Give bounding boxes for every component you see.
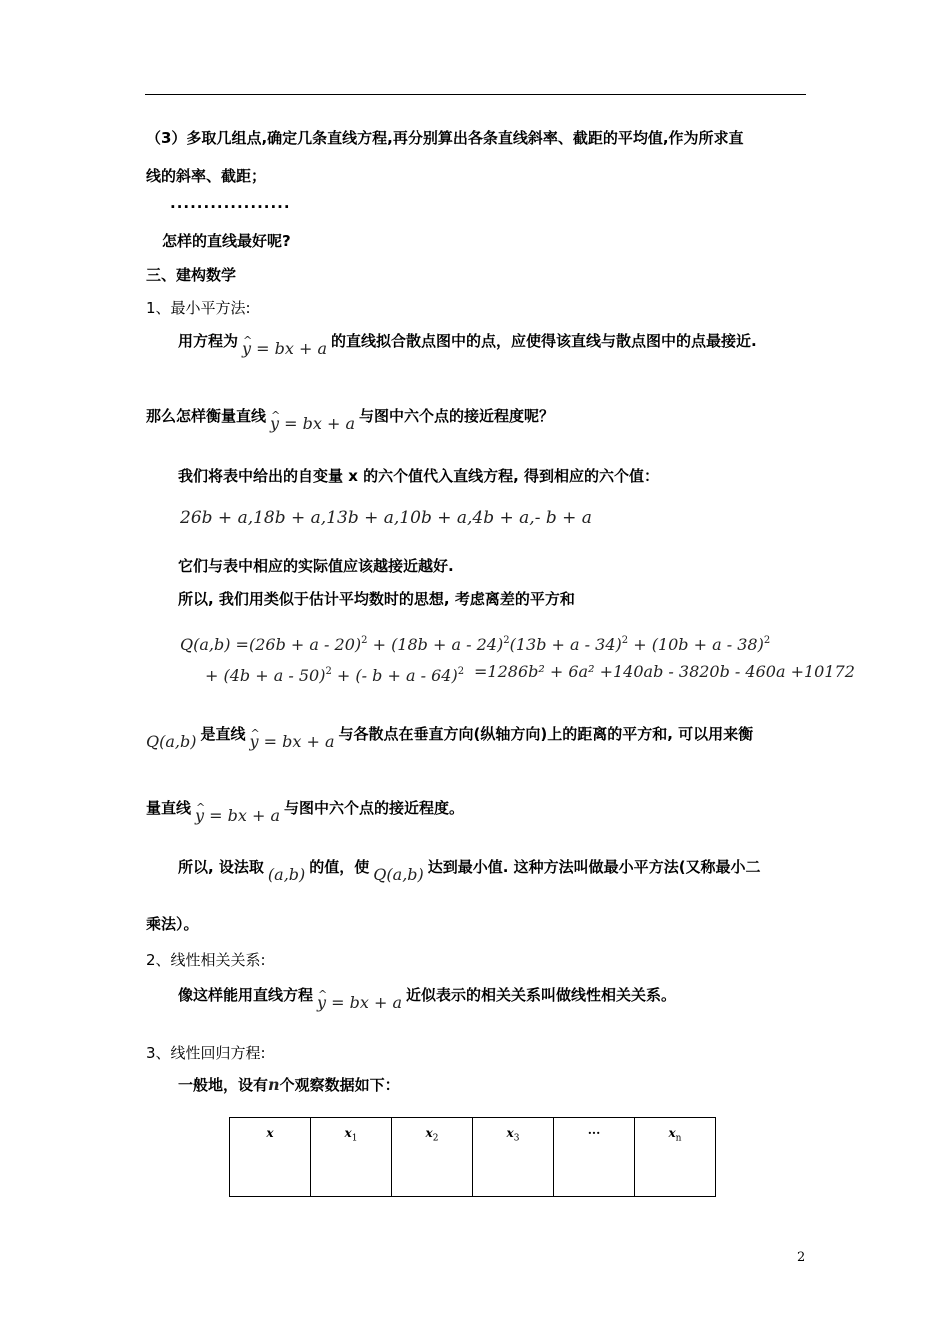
linear-correlation-line xyxy=(178,985,677,1012)
text-segment: 一般地，设有 xyxy=(178,1076,269,1094)
text-segment: 与图中六个点的接近程度。 xyxy=(284,799,465,817)
Q-expanded-result: =1286b² + 6a² +140ab - 3820b - 460a +10172 xyxy=(474,662,855,681)
text-segment: 量直线 xyxy=(146,799,192,817)
Q-formula-line-1 xyxy=(180,631,770,655)
exponent: 2 xyxy=(361,635,368,646)
text-segment: 像这样能用直线方程 xyxy=(178,986,314,1004)
closeness-line: 它们与表中相应的实际值应该越接近越好. xyxy=(178,557,454,575)
Q-term-5: + (4b + a - 50) xyxy=(205,666,326,685)
paragraph-3-line-1: （3）多取几组点,确定几条直线方程,再分别算出各条直线斜率、截距的平均值,作为所求直 xyxy=(146,129,744,147)
observation-line xyxy=(178,1075,400,1095)
Q-term-3: (13b + a - 34) xyxy=(509,635,622,654)
cell-sub: 2 xyxy=(432,1133,439,1144)
table-cell-x2 xyxy=(392,1118,473,1197)
text-segment: 与各散点在垂直方向(纵轴方向)上的距离的平方和, 可以用来衡 xyxy=(338,725,754,743)
squared-deviation-line: 所以, 我们用类似于估计平均数时的思想, 考虑离差的平方和 xyxy=(178,590,575,608)
Q-definition-line-1 xyxy=(146,724,754,751)
Q-term-2: + (18b + a - 24) xyxy=(372,635,504,654)
text-segment: 近似表示的相关关系叫做线性相关关系。 xyxy=(406,986,677,1004)
observation-table xyxy=(229,1117,716,1197)
exponent: 2 xyxy=(621,635,629,646)
text-segment: 与图中六个点的接近程度呢？ xyxy=(359,407,555,425)
header-rule xyxy=(145,94,806,95)
cell-var: x xyxy=(344,1126,352,1140)
n-symbol: n xyxy=(268,1075,280,1094)
exponent: 2 xyxy=(503,635,510,646)
Q-symbol: Q(a,b) xyxy=(373,865,424,884)
Q-lhs: Q(a,b) = xyxy=(180,635,249,654)
minimize-line-end: 乘法）。 xyxy=(146,915,199,933)
text-segment: 个观察数据如下： xyxy=(279,1076,400,1094)
subsection-1-heading: 1、最小平方法: xyxy=(146,299,251,317)
regression-equation: ^ y = bx + a xyxy=(317,993,402,1013)
exponent: 2 xyxy=(457,666,465,677)
text-segment: 的直线拟合散点图中的点，应使得该直线与散点图中的点最接近. xyxy=(331,332,757,350)
table-cell-xn xyxy=(635,1118,716,1197)
cell-var: x xyxy=(506,1126,514,1140)
text-segment: 达到最小值. 这种方法叫做最小平方法(又称最小二 xyxy=(427,858,761,876)
Q-term-1: (26b + a - 20) xyxy=(248,635,362,654)
section-heading: 三、建构数学 xyxy=(146,266,237,284)
least-squares-line-1 xyxy=(178,331,757,358)
least-squares-line-2 xyxy=(146,406,555,433)
Q-definition-line-2 xyxy=(146,798,465,825)
exponent: 2 xyxy=(763,635,771,646)
regression-equation: ^ y = bx + a xyxy=(242,339,327,359)
Q-term-4: + (10b + a - 38) xyxy=(633,635,764,654)
exponent: 2 xyxy=(325,666,332,677)
page-number: 2 xyxy=(797,1250,806,1265)
cell-sub: 1 xyxy=(351,1133,358,1144)
Q-term-6: + (- b + a - 64) xyxy=(336,666,458,685)
ellipsis-dots: ·················· xyxy=(170,198,291,216)
table-row xyxy=(230,1118,716,1197)
cell-var: x xyxy=(266,1126,274,1140)
text-segment: 所以, 设法取 xyxy=(178,858,264,876)
substitution-line: 我们将表中给出的自变量 x 的六个值代入直线方程, 得到相应的六个值： xyxy=(178,467,660,485)
Q-formula-line-2 xyxy=(205,662,464,686)
question-line: 怎样的直线最好呢? xyxy=(162,232,291,250)
values-expression: 26b + a,18b + a,13b + a,10b + a,4b + a,- b + a xyxy=(180,508,592,528)
subsection-2-heading: 2、线性相关关系: xyxy=(146,951,266,969)
minimize-line xyxy=(178,857,761,884)
table-cell-x3 xyxy=(473,1118,554,1197)
table-cell-x1 xyxy=(311,1118,392,1197)
cell-var: x xyxy=(425,1126,433,1140)
text-segment: 是直线 xyxy=(200,725,246,743)
subsection-3-heading: 3、线性回归方程: xyxy=(146,1044,266,1062)
regression-equation: ^ y = bx + a xyxy=(249,732,334,752)
cell-sub: 3 xyxy=(513,1133,520,1144)
text-segment: 用方程为 xyxy=(178,332,239,350)
text-segment: 的值，使 xyxy=(309,858,370,876)
ab-pair: (a,b) xyxy=(267,865,306,884)
Q-symbol: Q(a,b) xyxy=(146,732,197,751)
paragraph-3-line-2: 线的斜率、截距； xyxy=(146,167,267,185)
table-cell-x xyxy=(230,1118,311,1197)
cell-ellipsis: ··· xyxy=(587,1126,601,1140)
text-segment: 那么怎样衡量直线 xyxy=(146,407,267,425)
cell-var: x xyxy=(668,1126,676,1140)
table-cell-ellipsis xyxy=(554,1118,635,1197)
cell-sub: n xyxy=(675,1133,682,1144)
regression-equation: ^ y = bx + a xyxy=(270,414,355,434)
regression-equation: ^ y = bx + a xyxy=(195,806,280,826)
